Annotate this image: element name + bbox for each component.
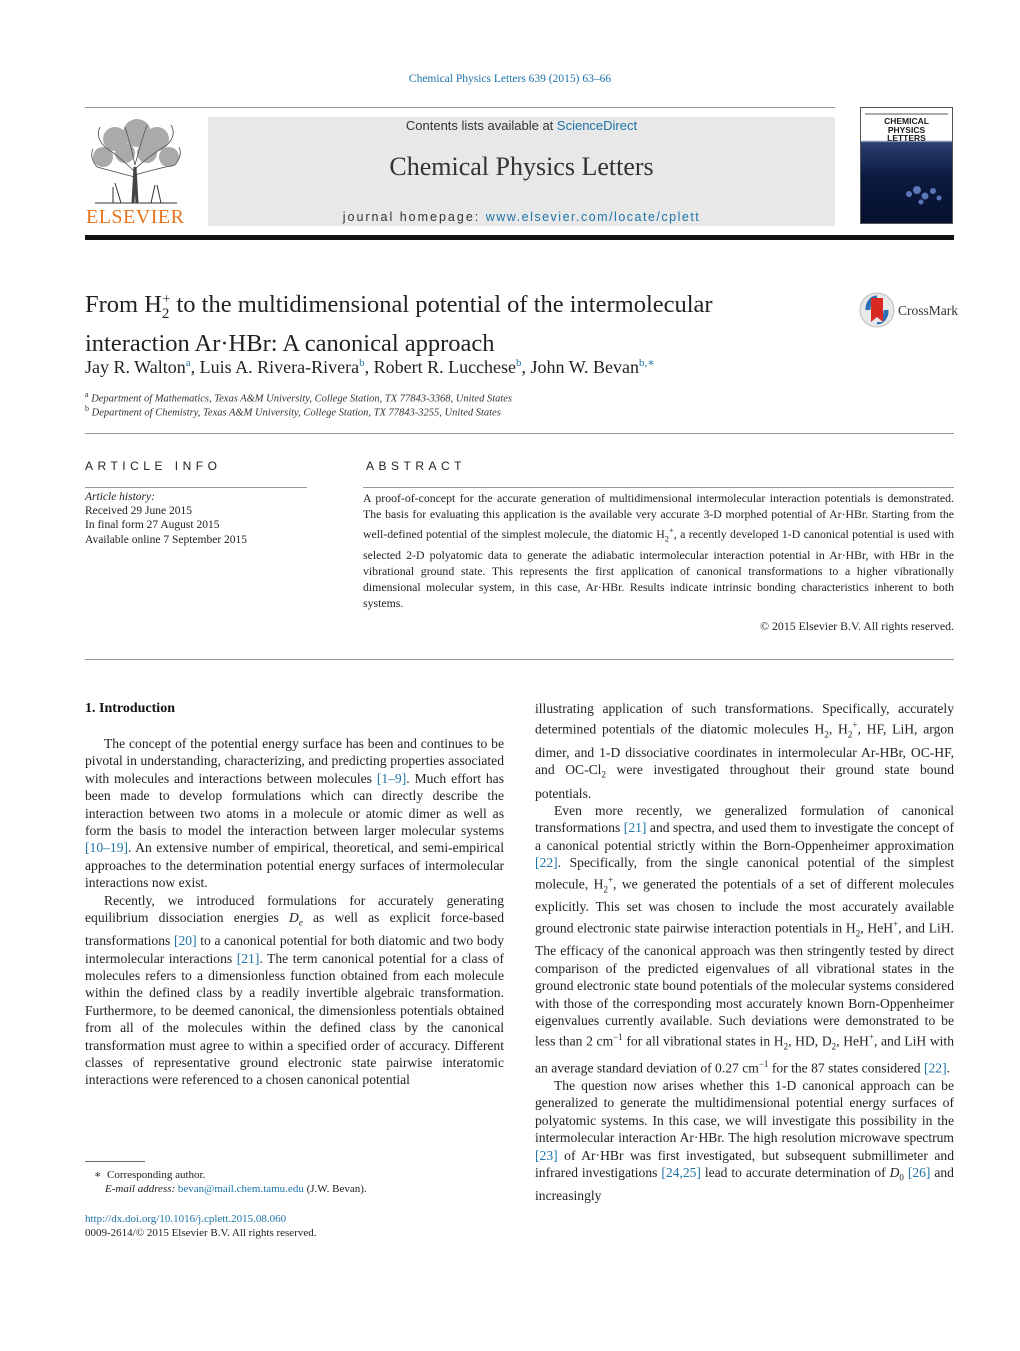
section-heading-introduction: 1. Introduction xyxy=(85,701,175,716)
paragraph: Even more recently, we generalized formulation of canonical transformations [21] and spectra, and used them to investigate the concept of a canonical potential strictly within the Born-Oppenheimer approximation [22]. Specifically, from the single canonical potential of the simplest molecule, $H_2^+$, we generated the potentials of a set of different molecules explicitly. This set was chosen to include the most accurately available ground electronic state pairwise interaction potentials in $H_2$, HeH+, and LiH. The efficacy of the canonical approach was then stringently tested by direct comparison of the predicted eigenvalues of all vibrational states in the ground electronic state bound potentials of the molecular systems considered with those of the corresponding most accurately known Born-Oppenheimer eigenvalues currently available. Such deviations were demonstrated to be less than 2 $cm^{-1}$ for all vibrational states in $H_2$, HD, $D_2$, HeH+, and LiH with an average standard deviation of 0.27 $cm^{-1}$ for the 87 states considered [22]. xyxy=(535,803,955,1076)
paragraph: illustrating application of such transformations. Specifically, accurately determined potentials of the diatomic molecules $H_2$, $H_2^+$, HF, LiH, argon dimer, and 1-D dissociative coordinates in intermolecular Ar-HBr, OC-HF, and $OC-Cl_2$ were investigated throughout their ground state bound potentials. xyxy=(535,701,954,801)
abstract-text: A proof-of-concept for the accurate generation of multidimensional intermolecular interaction potentials is demonstrated. The basis for evaluating this application is the available very accurate 3-D morphed potential of Ar·HBr. Starting from the well-defined potential of the simplest molecule, the diatomic $H_2^+$, a recently developed 1-D canonical potential is used with selected 2-D polyatomic data to generate the adiabatic intermolecular interaction potential in Ar·HBr, with HBr in the vibrational ground state. This represents the first application of canonical transformations to a higher vibrationally dimensional molecular system, in this case, Ar·HBr. Results indicate intrinsic bonding characteristics inherent to both systems. xyxy=(363,491,954,610)
header-rule xyxy=(85,107,835,108)
publisher-logo-text: ELSEVIER xyxy=(86,206,185,228)
history-label: Article history: xyxy=(85,491,155,503)
reference-link[interactable]: [23] xyxy=(535,1147,558,1163)
reference-link[interactable]: [21] xyxy=(623,820,647,836)
received-date: Received 29 June 2015 xyxy=(85,505,192,517)
abstract-rule xyxy=(363,487,954,488)
reference-link[interactable]: [21] xyxy=(236,950,260,966)
left-column xyxy=(85,735,504,1089)
email-note: E-mail address: bevan@mail.chem.tamu.edu (J.W. Bevan). xyxy=(105,1183,367,1195)
online-date: Available online 7 September 2015 xyxy=(85,534,248,546)
abstract-bottom-rule xyxy=(85,659,954,660)
elsevier-tree-logo xyxy=(85,117,185,205)
email-link[interactable]: bevan@mail.chem.tamu.edu xyxy=(177,1183,304,1195)
journal-homepage: journal homepage: www.elsevier.com/locate/cplett xyxy=(342,210,701,224)
reference-link[interactable]: [24,25] xyxy=(661,1165,701,1180)
crossmark-icon[interactable] xyxy=(858,290,896,330)
article-info-rule xyxy=(85,487,307,488)
journal-name: Chemical Physics Letters xyxy=(389,152,654,181)
reference-link[interactable]: [26] xyxy=(907,1165,931,1180)
author-name[interactable]: Robert R. Lucchese xyxy=(373,357,517,377)
reference-link[interactable]: [22] xyxy=(923,1060,947,1076)
abstract-copyright: © 2015 Elsevier B.V. All rights reserved. xyxy=(760,619,954,633)
reference-link[interactable]: [10–19] xyxy=(85,840,129,856)
author-name[interactable]: Jay R. Walton xyxy=(85,357,186,377)
article-info-heading: ARTICLE INFO xyxy=(85,459,222,473)
abstract-heading: ABSTRACT xyxy=(366,459,467,473)
journal-cover-image: CHEMICAL PHYSICS LETTERS xyxy=(860,107,953,224)
article-title: From $H_2^+$ to the multidimensional potential of the intermolecular interaction Ar·HBr: A canonical approach xyxy=(85,291,713,358)
reference-link[interactable]: [22] xyxy=(535,855,558,871)
contents-line: Contents lists available at ScienceDirect xyxy=(405,118,638,133)
paragraph: Recently, we introduced formulations for accurately generating equilibrium dissociation energies $D_e$ as well as explicit force-based transformations [20] to a canonical potential for both diatomic and two body intermolecular interactions [21]. The term canonical potential for a class of molecules refers to a dimensionless function obtained from each molecule within the defined class by a readily invertible algebraic transformation. Furthermore, to be deemed canonical, the dimensionless potentials obtained from all of the molecules within the defined class by the canonical transformation must agree to within a specified order of accuracy. Different classes of representative ground electronic state pairwise interatomic interactions were referenced to a chosen canonical potential xyxy=(85,892,505,1088)
paragraph: The question now arises whether this 1-D canonical approach can be generalized to generate the multidimensional potential energy surfaces of polyatomic systems. In this case, we will investigate this possibility in the intermolecular interaction Ar·HBr. The high resolution microwave spectrum [23] of Ar·HBr was first investigated, but subsequent submillimeter and infrared investigations [24,25] lead to accurate determination of $D_0$ [26] and increasingly xyxy=(535,1077,954,1204)
corresponding-author-note: ∗ Corresponding author. xyxy=(94,1169,206,1181)
author-name[interactable]: Luis A. Rivera-Rivera xyxy=(199,357,360,377)
reference-link[interactable]: [20] xyxy=(173,933,197,949)
header-thick-rule xyxy=(85,235,954,240)
final-form-date: In final form 27 August 2015 xyxy=(85,519,220,531)
doi-link[interactable]: http://dx.doi.org/10.1016/j.cplett.2015.08.060 xyxy=(85,1213,287,1225)
homepage-link[interactable]: www.elsevier.com/locate/cplett xyxy=(485,210,701,224)
journal-citation[interactable]: Chemical Physics Letters 639 (2015) 63–66 xyxy=(408,73,612,85)
cover-molecule-graphic xyxy=(903,180,943,208)
right-column xyxy=(535,700,954,1205)
affiliation: $^a$ Department of Mathematics, Texas A&M University, College Station, TX 77843-3368, United States xyxy=(85,390,513,405)
affiliation-rule xyxy=(85,433,954,434)
sciencedirect-link[interactable]: ScienceDirect xyxy=(556,118,638,133)
reference-link[interactable]: [1–9] xyxy=(376,770,407,786)
crossmark-label[interactable]: CrossMark xyxy=(898,303,958,318)
issn-line: 0009-2614/© 2015 Elsevier B.V. All rights reserved. xyxy=(85,1227,317,1239)
author-name[interactable]: John W. Bevan xyxy=(530,357,640,377)
author-list: Jay R. Walton$^a$, Luis A. Rivera-Rivera$^b$, Robert R. Lucchese$^b$, John W. Bevan$^{b,∗}$ xyxy=(85,357,655,377)
affiliation: $^b$ Department of Chemistry, Texas A&M University, College Station, TX 77843-3255, United States xyxy=(85,404,501,419)
paragraph: The concept of the potential energy surface has been and continues to be pivotal in understanding, characterizing, and predicting properties associated with molecules and interactions between molecules [1–9]. Much effort has been made to develop formulations which can directly describe the interaction between two atoms in a molecule or atomic dimer as well as form the basis to model the interaction between larger molecular systems [10–19]. An extensive number of empirical, theoretical, and semi-empirical approaches to the determination potential energy surfaces of intermolecular interactions now exist. xyxy=(85,736,504,891)
footnote-rule xyxy=(85,1161,145,1162)
